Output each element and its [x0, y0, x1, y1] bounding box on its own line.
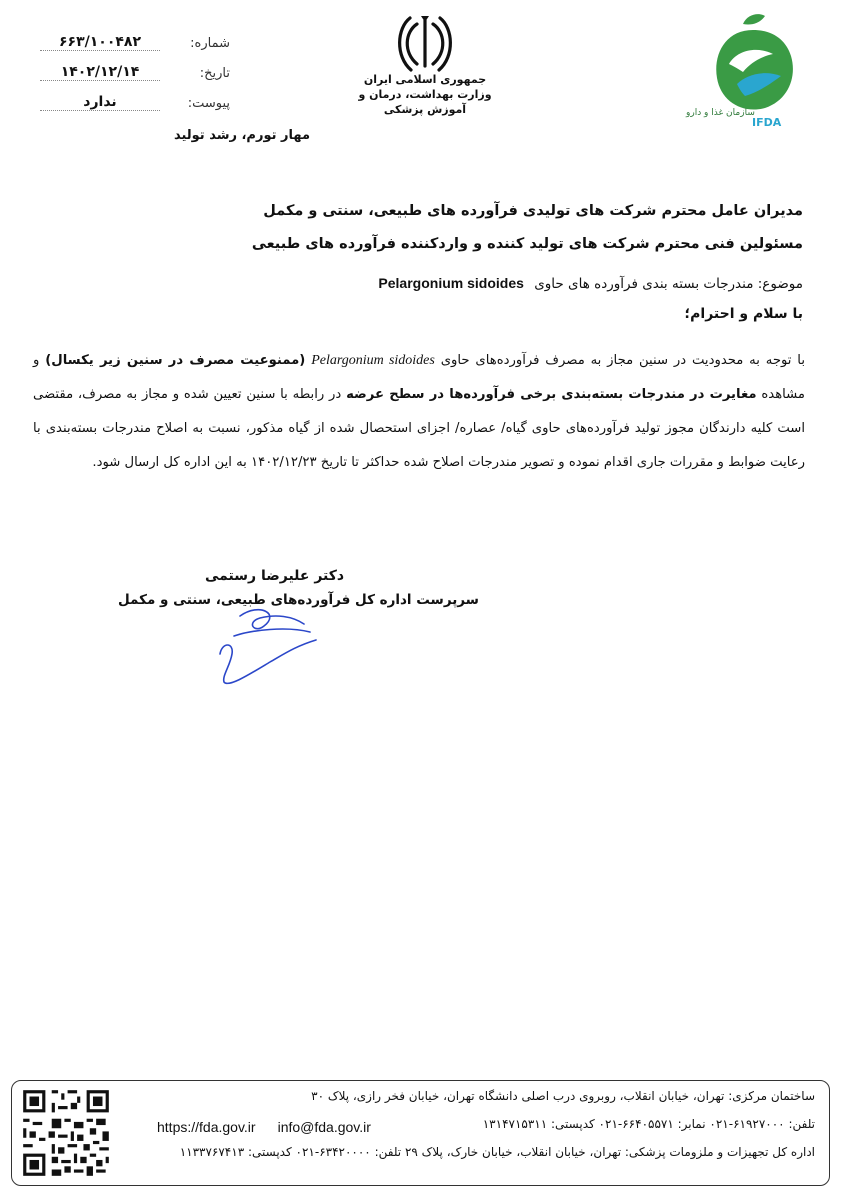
footer-website-link[interactable]: https://fda.gov.ir: [157, 1119, 256, 1135]
body-age-restriction: (ممنوعیت مصرف در سنین زیر یکسال): [45, 353, 306, 368]
ifda-abbr: IFDA: [752, 116, 782, 129]
letter-footer: [11, 1080, 830, 1186]
body-discrepancy: مغایرت در مندرجات بسته‌بندی برخی فرآورده‌ها در سطح عرضه: [346, 387, 757, 402]
body-text-5: در رابطه با سنین تعیین شده و مجاز به مصرف، مقتضی است کلیه دارندگان مجوز تولید فرآورده‌های حاوی گیاه/ عصاره/ اجزای استحصال شده از گیاه مذکور، نسبت به اصلاح مندرجات بسته‌بندی با رعایت ضوابط و مقررات جاری اقدام نموده و تصویر مندرجات اصلاح شده حداکثر تا تاریخ ۱۴۰۲/۱۲/۲۳ به این اداره کل ارسال شود.: [33, 387, 805, 470]
attachment-value: ندارد: [40, 94, 160, 111]
recipient-line-1: مدیران عامل محترم شرکت های تولیدی فرآورده های طبیعی، سنتی و مکمل: [263, 203, 803, 219]
letter-attachment-row: [40, 96, 230, 118]
body-text-1: با توجه به محدودیت در سنین مجاز به مصرف فرآورده‌های حاوی: [440, 353, 805, 368]
qr-code[interactable]: [20, 1087, 112, 1179]
number-value: ۶۶۳/۱۰۰۴۸۲: [40, 34, 160, 51]
body-text-3: و مشاهده: [33, 353, 805, 402]
year-slogan: مهار تورم، رشد تولید: [173, 128, 310, 143]
greeting: با سلام و احترام؛: [684, 306, 803, 322]
footer-email-link[interactable]: info@fda.gov.ir: [277, 1119, 371, 1135]
attachment-label: پیوست:: [187, 96, 230, 111]
letter-number-row: [40, 36, 230, 58]
footer-links: [157, 1119, 393, 1135]
ifda-org-name: سازمان غذا و دارو: [686, 108, 755, 118]
subject-line: [103, 270, 803, 297]
subject-latin-name: Pelargonium sidoides: [378, 275, 524, 291]
signer-title: سرپرست اداره کل فرآورده‌های طبیعی، سنتی و مکمل: [118, 592, 479, 608]
ministry-title: [350, 72, 500, 117]
footer-phones: تلفن: ۶۱۹۲۷۰۰۰-۰۲۱ نمابر: ۶۶۴۰۵۵۷۱-۰۲۱ کدپستی: ۱۳۱۴۷۱۵۳۱۱: [482, 1117, 815, 1131]
footer-address: ساختمان مرکزی: تهران، خیابان انقلاب، روبروی درب اصلی دانشگاه تهران، خیابان فخر رازی، پلاک ۳۰: [311, 1089, 815, 1103]
recipient-line-2: مسئولین فنی محترم شرکت های تولید کننده و واردکننده فرآورده های طبیعی: [251, 236, 803, 252]
signer-name: دکتر علیرضا رستمی: [205, 568, 345, 584]
letter-date-row: [40, 66, 230, 88]
subject-label: موضوع: مندرجات بسته بندی فرآورده های حاوی: [534, 276, 803, 292]
ministry-line-1: جمهوری اسلامی ایران: [363, 73, 487, 86]
date-value: ۱۴۰۲/۱۲/۱۴: [40, 64, 160, 81]
ministry-line-2: وزارت بهداشت، درمان و آموزش پزشکی: [358, 88, 492, 116]
number-label: شماره:: [190, 36, 230, 51]
footer-office2: اداره کل تجهیزات و ملزومات پزشکی: تهران، خیابان انقلاب، خیابان خارک، پلاک ۲۹ تلفن: ۶۳۴۲۰۰۰۰-۰۲۱ کدپستی: ۱۱۳۳۷۶۷۴۱۳: [179, 1145, 815, 1159]
body-paragraph: [33, 344, 805, 480]
handwritten-signature: [200, 596, 320, 696]
iran-emblem-icon: [395, 14, 455, 76]
body-latin-name: Pelargonium sidoides: [311, 353, 435, 368]
recipients-block: [243, 195, 803, 261]
date-label: تاریخ:: [199, 66, 230, 81]
